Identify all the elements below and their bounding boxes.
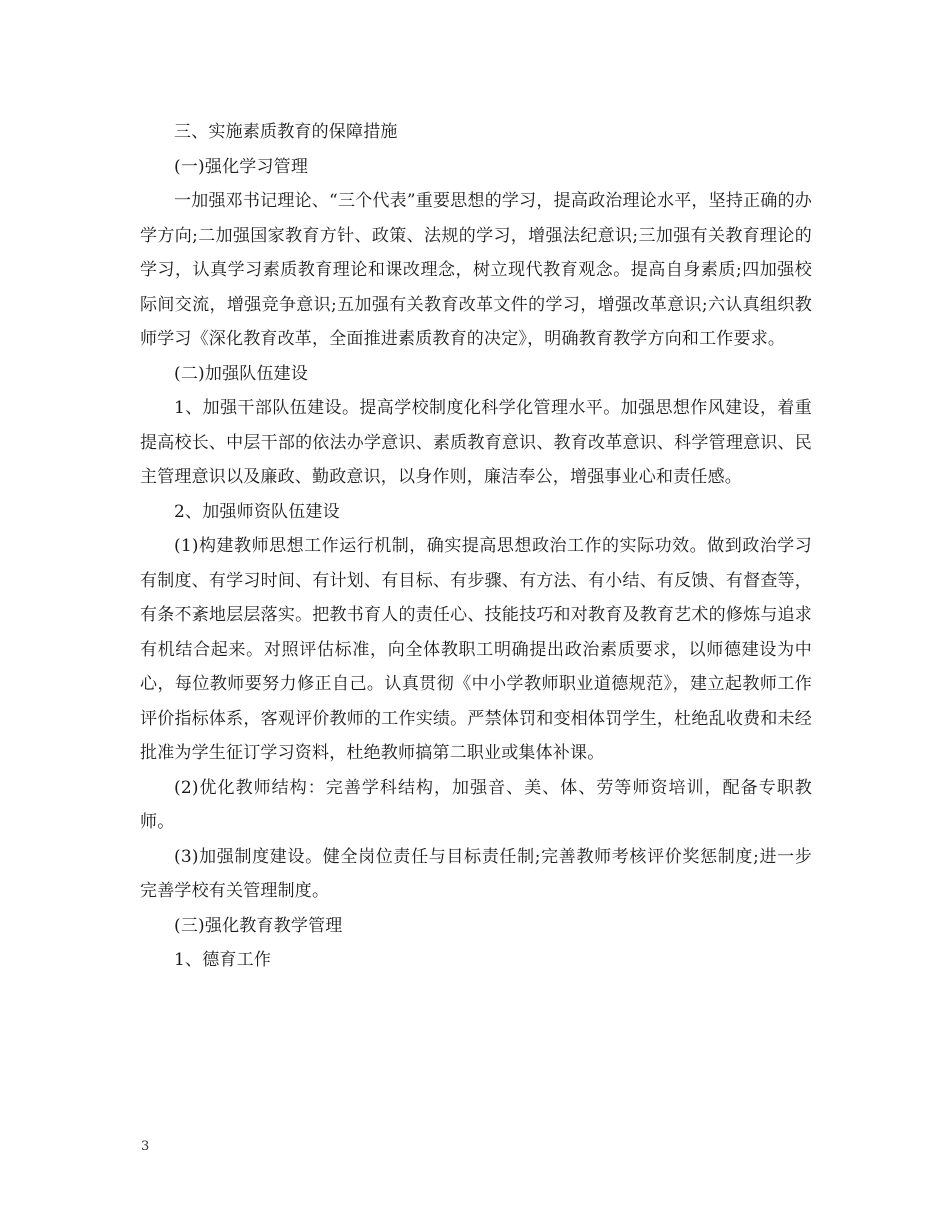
paragraph-system-building: (3)加强制度建设。健全岗位责任与目标责任制;完善教师考核评价奖惩制度;进一步完善学校有关管理制度。 [140, 846, 812, 901]
item-heading-moral-education: 1、德育工作 [174, 950, 272, 970]
item-heading-teacher-team: 2、加强师资队伍建设 [174, 501, 340, 522]
subsection-heading-teaching-management: (三)强化教育教学管理 [174, 915, 343, 936]
page-number: 3 [141, 1139, 150, 1154]
subsection-heading-team-building: (二)加强队伍建设 [174, 363, 309, 384]
paragraph-cadre-team: 1、加强干部队伍建设。提高学校制度化科学化管理水平。加强思想作风建设，着重提高校长、中层干部的依法办学意识、素质教育意识、教育改革意识、科学管理意识、民主管理意识以及廉政、勤政意识，以身作则，廉洁奉公，增强事业心和责任感。 [140, 398, 812, 487]
subsection-heading-study-management: (一)强化学习管理 [174, 156, 309, 177]
paragraph-study-management: 一加强邓书记理论、“三个代表”重要思想的学习，提高政治理论水平，坚持正确的办学方向;二加强国家教育方针、政策、法规的学习，增强法纪意识;三加强有关教育理论的学习，认真学习素质教育理论和课改理念，树立现代教育观念。提高自身素质;四加强校际间交流，增强竞争意识;五加强有关教育改革文件的学习，增强改革意识;六认真组织教师学习《深化教育改革，全面推进素质教育的决定》，明确教育教学方向和工作要求。 [140, 191, 812, 349]
paragraph-teacher-ideology: (1)构建教师思想工作运行机制，确实提高思想政治工作的实际功效。做到政治学习有制度、有学习时间、有计划、有目标、有步骤、有方法、有小结、有反馈、有督查等，有条不紊地层层落实。把教书育人的责任心、技能技巧和对教育及教育艺术的修炼与追求有机结合起来。对照评估标准，向全体教职工明确提出政治素质要求，以师德建设为中心，每位教师要努力修正自己。认真贯彻《中小学教师职业道德规范》，建立起教师工作评价指标体系，客观评价教师的工作实绩。严禁体罚和变相体罚学生，杜绝乱收费和未经批准为学生征订学习资料，杜绝教师搞第二职业或集体补课。 [140, 536, 812, 763]
document-body [140, 115, 812, 978]
paragraph-teacher-structure: (2)优化教师结构：完善学科结构，加强音、美、体、劳等师资培训，配备专职教师。 [140, 777, 812, 832]
section-heading-safeguard-measures: 三、实施素质教育的保障措施 [174, 122, 398, 142]
